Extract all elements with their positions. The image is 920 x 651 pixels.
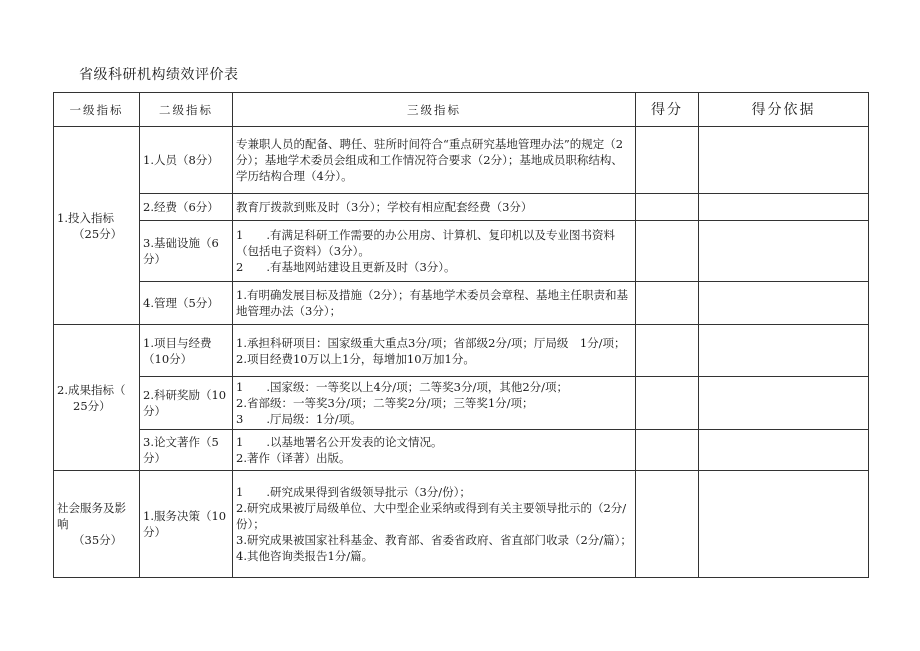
basis-cell[interactable] — [699, 471, 869, 578]
level2-cell: 3.论文著作（5分） — [140, 430, 233, 471]
level3-line: 4.其他咨询类报告1分/篇。 — [236, 549, 374, 563]
level2-cell: 1.人员（8分） — [140, 127, 233, 194]
level3-line: 1 .研究成果得到省级领导批示（3分/份）； — [236, 485, 471, 499]
basis-cell[interactable] — [699, 377, 869, 430]
basis-cell[interactable] — [699, 127, 869, 194]
level3-cell — [233, 377, 636, 430]
level3-cell — [233, 127, 636, 194]
score-cell[interactable] — [636, 221, 699, 282]
level1-output — [54, 325, 140, 471]
level1-service — [54, 471, 140, 578]
header-row — [54, 93, 869, 127]
table-row — [54, 377, 869, 430]
level3-line: 1.有明确发展目标及措施（2分）；有基地学术委员会章程、基地主任职责和基地管理办法（3分）； — [236, 288, 629, 318]
table-row — [54, 221, 869, 282]
document-title: 省级科研机构绩效评价表 — [79, 67, 239, 83]
level3-line: 2 .有基地网站建设且更新及时（3分）。 — [236, 260, 456, 274]
basis-cell[interactable] — [699, 325, 869, 377]
level3-line: 教育厅拨款到账及时（3分）；学校有相应配套经费（3分） — [236, 200, 533, 214]
level3-cell — [233, 325, 636, 377]
level2-cell: 2.经费（6分） — [140, 194, 233, 221]
basis-cell[interactable] — [699, 282, 869, 325]
header-level3: 三级指标 — [233, 93, 636, 127]
table-row — [54, 194, 869, 221]
level1-points: （35分） — [73, 533, 123, 547]
level2-cell: 2.科研奖励（10分） — [140, 377, 233, 430]
score-cell[interactable] — [636, 325, 699, 377]
level2-cell: 3.基础设施（6分） — [140, 221, 233, 282]
level1-input — [54, 127, 140, 325]
level2-cell: 1.服务决策（10分） — [140, 471, 233, 578]
header-score: 得分 — [636, 93, 699, 127]
level1-points: 25分） — [73, 398, 111, 413]
level3-cell — [233, 194, 636, 221]
level3-line: 2.著作（译著）出版。 — [236, 451, 351, 465]
score-cell[interactable] — [636, 430, 699, 471]
level3-line: 2.项目经费10万以上1分，每增加10万加1分。 — [236, 351, 475, 366]
table-row — [54, 127, 869, 194]
header-level2: 二级指标 — [140, 93, 233, 127]
basis-cell[interactable] — [699, 221, 869, 282]
score-cell[interactable] — [636, 282, 699, 325]
level2-cell: 1.项目与经费（10分） — [140, 325, 233, 377]
basis-cell[interactable] — [699, 430, 869, 471]
header-level1: 一级指标 — [54, 93, 140, 127]
score-cell[interactable] — [636, 127, 699, 194]
level3-line: 1 .以基地署名公开发表的论文情况。 — [236, 435, 443, 449]
level3-line: 专兼职人员的配备、聘任、驻所时间符合“重点研究基地管理办法”的规定（2分）；基地学术委员会组成和工作情况符合要求（2分）；基地成员职称结构、学历结构合理（4分）。 — [236, 137, 624, 183]
score-cell[interactable] — [636, 194, 699, 221]
table-row — [54, 282, 869, 325]
score-cell[interactable] — [636, 377, 699, 430]
level2-cell: 4.管理（5分） — [140, 282, 233, 325]
level1-points: （25分） — [73, 226, 123, 241]
level3-cell — [233, 282, 636, 325]
level1-name: 社会服务及影响 — [57, 501, 126, 531]
level3-line: 3 .厅局级：1分/项。 — [236, 412, 362, 426]
level3-line: 1 .国家级：一等奖以上4分/项；二等奖3分/项，其他2分/项； — [236, 380, 569, 394]
level3-line: 3.研究成果被国家社科基金、教育部、省委省政府、省直部门收录（2分/篇）； — [236, 533, 632, 547]
level3-cell — [233, 221, 636, 282]
table-row — [54, 325, 869, 377]
header-basis: 得分依据 — [699, 93, 869, 127]
basis-cell[interactable] — [699, 194, 869, 221]
level1-name: 1.投入指标 — [57, 210, 114, 225]
score-cell[interactable] — [636, 471, 699, 578]
evaluation-table — [53, 92, 869, 578]
table-row — [54, 471, 869, 578]
level3-line: 2.省部级：一等奖3分/项；二等奖2分/项；三等奖1分/项； — [236, 396, 534, 410]
level3-line: 1.承担科研项目：国家级重大重点3分/项；省部级2分/项；厅局级 1分/项； — [236, 335, 626, 350]
level1-name: 2.成果指标（ — [57, 382, 126, 397]
level3-line: 2.研究成果被厅局级单位、大中型企业采纳或得到有关主要领导批示的（2分/份）； — [236, 501, 627, 531]
level3-cell — [233, 430, 636, 471]
table-row — [54, 430, 869, 471]
level3-line: 1 .有满足科研工作需要的办公用房、计算机、复印机以及专业图书资料（包括电子资料）（3分）。 — [236, 228, 615, 258]
level3-cell — [233, 471, 636, 578]
